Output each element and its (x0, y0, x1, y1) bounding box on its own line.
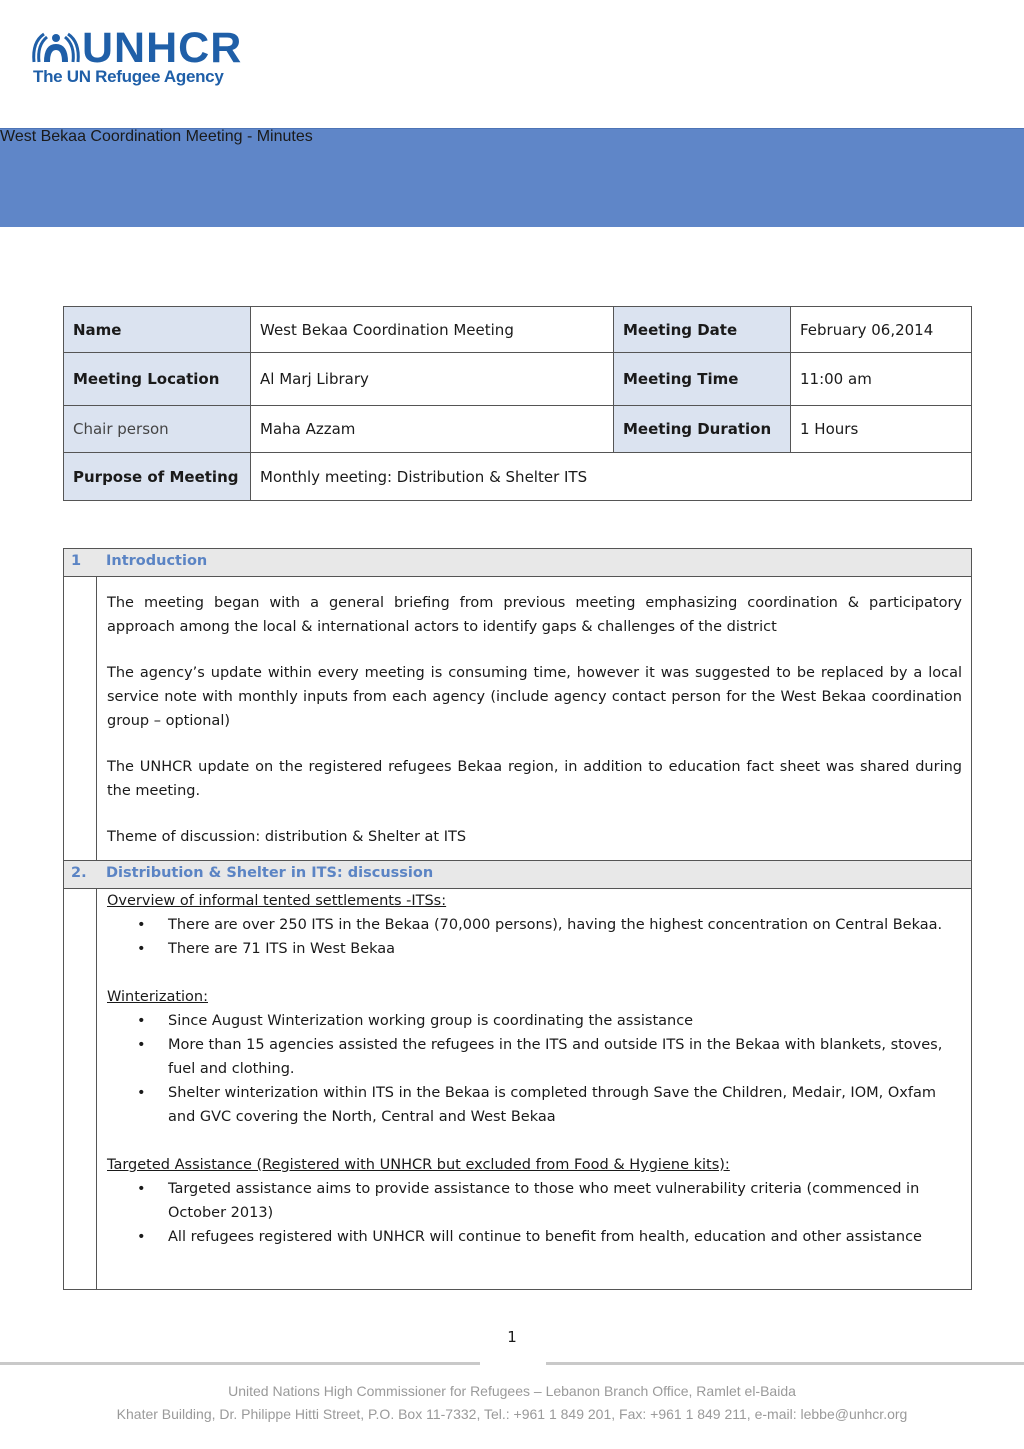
intro-paragraph: The agency’s update within every meeting is consuming time, however it was suggested to be replaced by a local service note with monthly inputs from each agency (include agency contact person for the West Bekaa coordination group – optional) (107, 665, 962, 729)
logo-tagline: The UN Refugee Agency (33, 67, 224, 86)
list-item (137, 1033, 962, 1081)
logo-brand: UNHCR (82, 24, 243, 72)
number-column-divider (96, 549, 97, 1289)
winterization-heading: Winterization: (107, 989, 208, 1005)
unhcr-emblem-icon (30, 28, 82, 68)
section-2-title: Distribution & Shelter in ITS: discussion (106, 865, 434, 881)
bullet-icon: • (137, 1037, 146, 1053)
name-label: Name (64, 307, 251, 353)
list-item-text: All refugees registered with UNHCR will continue to benefit from health, education and other assistance (168, 1229, 922, 1245)
list-item (137, 1225, 962, 1249)
footer-address-line-1: United Nations High Commissioner for Refugees – Lebanon Branch Office, Ramlet el-Baida (228, 1383, 796, 1399)
list-item (137, 913, 962, 937)
footer-rule-left (0, 1362, 480, 1365)
list-item (137, 1081, 962, 1129)
chair-label: Chair person (64, 406, 251, 453)
bullet-icon: • (137, 941, 146, 957)
date-value: February 06,2014 (791, 307, 972, 353)
list-item (137, 1177, 962, 1225)
list-item-text: Shelter winterization within ITS in the Bekaa is completed through Save the Children, Medair, IOM, Oxfam and GVC covering the North, Central and West Bekaa (168, 1085, 936, 1125)
meeting-info-table (63, 306, 972, 501)
footer-address-line-2: Khater Building, Dr. Philippe Hitti Street, P.O. Box 11-7332, Tel.: +961 1 849 201, Fax: +961 1 849 211, e-mail: lebbe@unhcr.org (116, 1406, 908, 1422)
duration-value: 1 Hours (791, 406, 972, 453)
bullet-icon: • (137, 1085, 146, 1101)
list-item-text: There are 71 ITS in West Bekaa (168, 941, 396, 957)
section-1-number: 1 (71, 553, 82, 569)
bullet-icon: • (137, 1013, 146, 1029)
time-label: Meeting Time (614, 353, 791, 406)
winterization-list (107, 1009, 962, 1129)
targeted-assistance-list (107, 1177, 962, 1249)
section-2-body (107, 889, 962, 1249)
time-value: 11:00 am (791, 353, 972, 406)
section-1-header (64, 549, 971, 577)
bullet-icon: • (137, 1229, 146, 1245)
list-item-text: There are over 250 ITS in the Bekaa (70,000 persons), having the highest concentration on Central Bekaa. (168, 917, 943, 933)
intro-paragraph: The UNHCR update on the registered refugees Bekaa region, in addition to education fact sheet was shared during the meeting. (107, 759, 962, 799)
list-item-text: Targeted assistance aims to provide assistance to those who meet vulnerability criteria (commenced in October 2013) (168, 1181, 920, 1221)
duration-label: Meeting Duration (614, 406, 791, 453)
bullet-icon: • (137, 917, 146, 933)
overview-list (107, 913, 962, 961)
section-2-header (64, 860, 971, 889)
intro-paragraph: The meeting began with a general briefing from previous meeting emphasizing coordination & participatory approach among the local & international actors to identify gaps & challenges of the district (107, 595, 962, 635)
footer-rule-right (546, 1362, 1024, 1365)
intro-paragraph: Theme of discussion: distribution & Shelter at ITS (107, 829, 467, 845)
page-title: West Bekaa Coordination Meeting - Minutes (0, 128, 313, 145)
location-value: Al Marj Library (251, 353, 614, 406)
chair-value: Maha Azzam (251, 406, 614, 453)
section-1-body (107, 591, 962, 871)
section-2-number: 2. (71, 865, 87, 881)
purpose-label: Purpose of Meeting (64, 453, 251, 501)
location-label: Meeting Location (64, 353, 251, 406)
purpose-value: Monthly meeting: Distribution & Shelter ITS (251, 453, 972, 501)
list-item-text: Since August Winterization working group is coordinating the assistance (168, 1013, 694, 1029)
section-1-title: Introduction (106, 553, 208, 569)
list-item (137, 937, 962, 961)
name-value: West Bekaa Coordination Meeting (251, 307, 614, 353)
overview-heading: Overview of informal tented settlements -ITSs: (107, 893, 447, 909)
bullet-icon: • (137, 1181, 146, 1197)
page-number: 1 (507, 1328, 517, 1346)
targeted-assistance-heading: Targeted Assistance (Registered with UNHCR but excluded from Food & Hygiene kits): (107, 1157, 730, 1173)
unhcr-logo (30, 26, 260, 92)
minutes-sections (63, 548, 972, 1290)
date-label: Meeting Date (614, 307, 791, 353)
list-item-text: More than 15 agencies assisted the refugees in the ITS and outside ITS in the Bekaa with blankets, stoves, fuel and clothing. (168, 1037, 943, 1077)
list-item (137, 1009, 962, 1033)
